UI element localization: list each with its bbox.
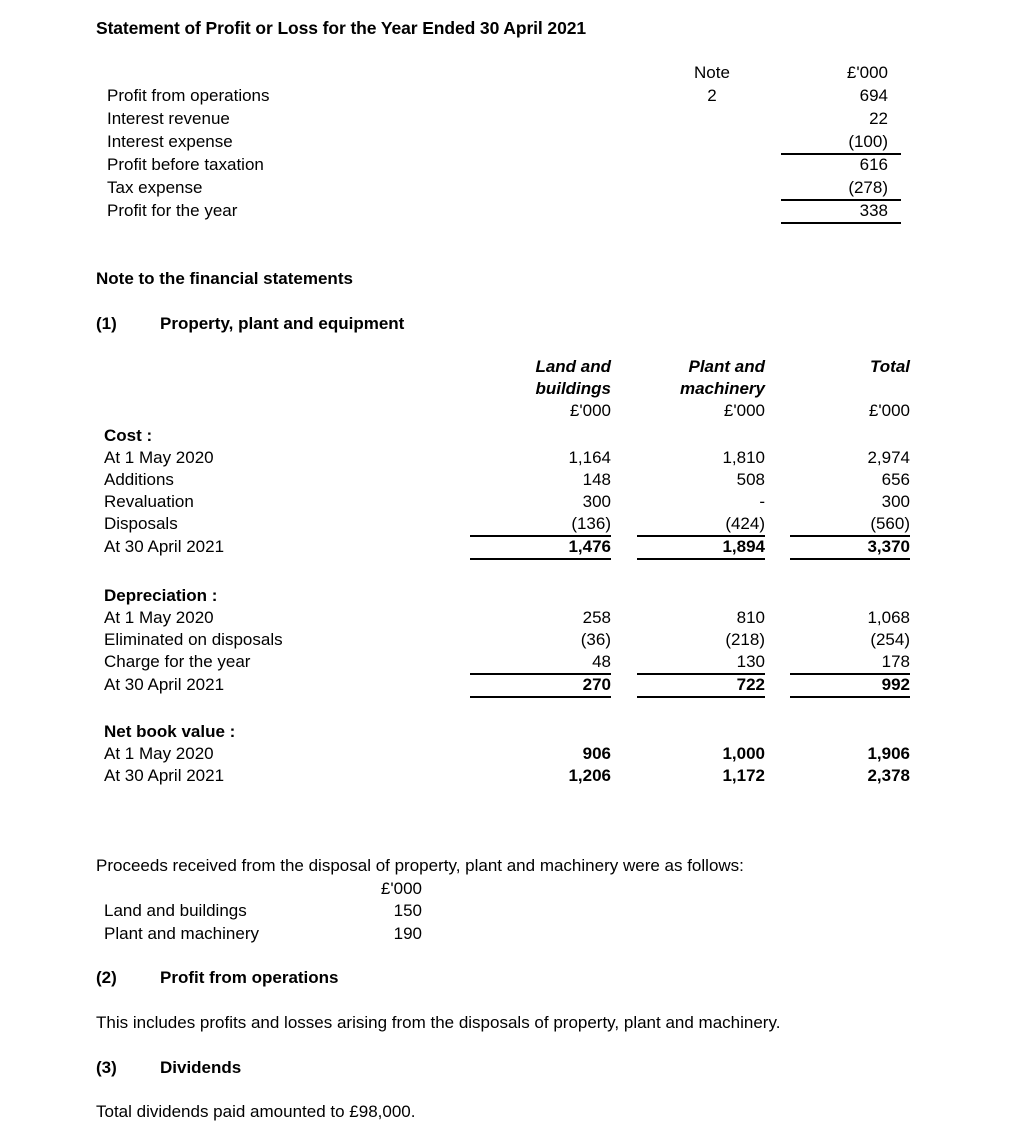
cost-row-land: (136)	[571, 514, 611, 533]
depreciation-row-land: 48	[592, 652, 611, 671]
note-3-number: (3)	[96, 1058, 117, 1077]
cost-row-plant: -	[759, 492, 765, 511]
nbv-row-total: 2,378	[867, 766, 910, 785]
cost-row-plant: 508	[736, 470, 765, 489]
proceeds-row-label: Land and buildings	[104, 901, 247, 920]
page-title: Statement of Profit or Loss for the Year Ended 30 April 2021	[96, 18, 586, 38]
total-rule	[470, 558, 611, 560]
depreciation-heading: Depreciation :	[104, 586, 218, 605]
proceeds-row-value: 190	[393, 924, 422, 943]
total-rule	[470, 696, 611, 698]
cost-row-plant: 1,810	[722, 448, 765, 467]
pl-row-label: Profit from operations	[107, 86, 270, 105]
total-rule	[790, 696, 910, 698]
depreciation-row-plant: 130	[736, 652, 765, 671]
note-2-title: Profit from operations	[160, 968, 339, 987]
cost-row-label: Disposals	[104, 514, 178, 533]
cost-row-total: 2,974	[867, 448, 910, 467]
cost-total-label: At 30 April 2021	[104, 537, 225, 556]
depreciation-total-total: 992	[881, 675, 910, 694]
note-3-body: Total dividends paid amounted to £98,000.	[96, 1102, 416, 1121]
depreciation-row-label: At 1 May 2020	[104, 608, 214, 627]
ppe-col-unit-land: £'000	[569, 401, 611, 420]
total-rule	[790, 558, 910, 560]
pl-row-label: Interest revenue	[107, 109, 230, 128]
pl-row-note: 2	[707, 86, 717, 105]
note-1-title: Property, plant and equipment	[160, 314, 405, 333]
nbv-row-land: 906	[582, 744, 611, 763]
ppe-col-header-total-line1: Total	[870, 357, 910, 376]
pl-row-amount: 694	[859, 86, 888, 105]
cost-row-label: Additions	[104, 470, 174, 489]
cost-row-label: At 1 May 2020	[104, 448, 214, 467]
ppe-col-unit-plant: £'000	[723, 401, 765, 420]
cost-heading: Cost :	[104, 426, 153, 445]
cost-row-total: 300	[881, 492, 910, 511]
depreciation-row-plant: (218)	[725, 630, 765, 649]
cost-row-plant: (424)	[725, 514, 765, 533]
pl-row-amount: 22	[869, 109, 888, 128]
total-rule	[637, 558, 765, 560]
note-2-body: This includes profits and losses arising from the disposals of property, plant and machinery.	[96, 1013, 781, 1032]
nbv-row-plant: 1,000	[722, 744, 765, 763]
depreciation-total-plant: 722	[736, 675, 765, 694]
cost-row-land: 1,164	[568, 448, 611, 467]
depreciation-row-total: 1,068	[867, 608, 910, 627]
depreciation-total-label: At 30 April 2021	[104, 675, 225, 694]
cost-row-land: 148	[582, 470, 611, 489]
depreciation-row-land: (36)	[580, 630, 611, 649]
net-book-value-heading: Net book value :	[104, 722, 236, 741]
pl-row-label: Profit for the year	[107, 201, 238, 220]
nbv-row-label: At 30 April 2021	[104, 766, 225, 785]
proceeds-intro: Proceeds received from the disposal of property, plant and machinery were as follows:	[96, 856, 744, 875]
cost-total-plant: 1,894	[722, 537, 765, 556]
proceeds-row-label: Plant and machinery	[104, 924, 259, 943]
pl-header-note: Note	[694, 63, 730, 82]
note-1-number: (1)	[96, 314, 117, 333]
pl-header-unit: £'000	[846, 63, 888, 82]
cost-total-total: 3,370	[867, 537, 910, 556]
ppe-col-header-plant-line1: Plant and	[688, 357, 765, 376]
nbv-row-land: 1,206	[568, 766, 611, 785]
depreciation-total-land: 270	[582, 675, 611, 694]
cost-total-land: 1,476	[568, 537, 611, 556]
depreciation-row-label: Charge for the year	[104, 652, 251, 671]
nbv-row-total: 1,906	[867, 744, 910, 763]
ppe-col-header-land-line1: Land and	[535, 357, 611, 376]
proceeds-row-value: 150	[393, 901, 422, 920]
pl-row-amount: 338	[859, 201, 888, 220]
cost-row-total: (560)	[870, 514, 910, 533]
depreciation-row-label: Eliminated on disposals	[104, 630, 283, 649]
total-rule	[637, 696, 765, 698]
pl-row-amount: (100)	[848, 132, 888, 151]
total-rule	[781, 222, 901, 224]
note-2-number: (2)	[96, 968, 117, 987]
cost-row-land: 300	[582, 492, 611, 511]
notes-heading: Note to the financial statements	[96, 269, 353, 288]
ppe-col-unit-total: £'000	[868, 401, 910, 420]
pl-row-label: Tax expense	[107, 178, 203, 197]
ppe-col-header-plant-line2: machinery	[679, 379, 765, 398]
nbv-row-label: At 1 May 2020	[104, 744, 214, 763]
depreciation-row-total: 178	[881, 652, 910, 671]
ppe-col-header-land-line2: buildings	[535, 379, 611, 398]
cost-row-label: Revaluation	[104, 492, 194, 511]
pl-row-amount: 616	[859, 155, 888, 174]
pl-row-label: Profit before taxation	[107, 155, 264, 174]
cost-row-total: 656	[881, 470, 910, 489]
pl-row-amount: (278)	[848, 178, 888, 197]
pl-row-label: Interest expense	[107, 132, 233, 151]
note-3-title: Dividends	[160, 1058, 242, 1077]
depreciation-row-total: (254)	[870, 630, 910, 649]
proceeds-unit: £'000	[380, 879, 422, 898]
nbv-row-plant: 1,172	[722, 766, 765, 785]
depreciation-row-plant: 810	[736, 608, 765, 627]
depreciation-row-land: 258	[582, 608, 611, 627]
